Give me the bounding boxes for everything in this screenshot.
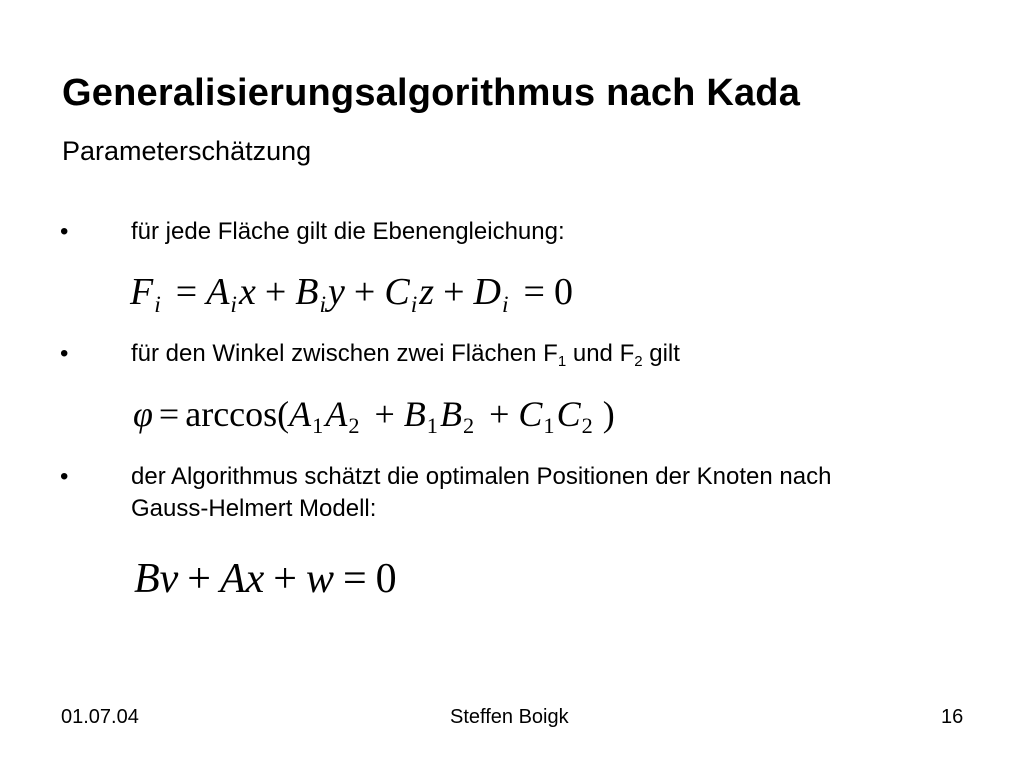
formula-index: i [319,291,327,318]
formula-index: i [501,291,509,318]
formula-symbol: φ [133,394,153,434]
formula-operator: = [158,394,180,434]
formula-operator: + [443,271,465,313]
formula-symbol: B [439,394,462,434]
formula-symbol: Bv [134,556,179,602]
subscript: 1 [557,353,567,370]
formula-operator: + [489,394,510,434]
formula-index: i [410,291,418,318]
formula-index: i [154,291,161,318]
formula-operator: = [523,271,545,313]
formula-symbol: w [305,556,334,602]
formula-index: 1 [543,413,555,439]
bullet-marker: • [60,463,69,490]
slide-title: Generalisierungsalgorithmus nach Kada [62,72,801,114]
gauss-helmert-formula [134,555,397,603]
formula-index: i [230,291,237,318]
formula-function: arccos( [185,394,290,434]
slide-subtitle: Parameterschätzung [62,136,312,166]
bullet-3-text [131,461,831,525]
formula-index: 1 [312,413,324,439]
formula-paren: ) [602,394,615,434]
plane-equation-formula [130,270,573,318]
formula-operator: = [342,556,367,602]
bullet-2-text [131,338,680,370]
bullet-2-text-part: gilt [642,340,680,367]
bullet-1-text: für jede Fläche gilt die Ebenengleichung: [131,218,565,245]
formula-symbol: F [130,271,154,313]
formula-operator: + [187,556,211,602]
formula-symbol: B [403,394,426,434]
formula-symbol: A [289,394,312,434]
formula-zero: 0 [553,271,573,313]
formula-symbol: D [473,271,501,313]
footer-date: 01.07.04 [61,706,139,728]
formula-symbol: A [206,271,230,313]
formula-symbol: z [419,271,435,313]
angle-equation-formula [133,393,615,439]
bullet-marker: • [60,218,69,245]
bullet-marker: • [60,340,69,367]
formula-symbol: C [518,394,543,434]
formula-operator: + [374,394,395,434]
bullet-2-text-part: und F [566,340,635,367]
formula-index: 2 [348,413,360,439]
bullet-3-line: Gauss-Helmert Modell: [131,495,377,522]
formula-symbol: C [556,394,581,434]
formula-operator: = [175,271,198,313]
formula-symbol: B [295,271,319,313]
formula-symbol: y [328,271,345,313]
bullet-3-line: der Algorithmus schätzt die optimalen Positionen der Knoten nach [131,463,832,490]
formula-operator: + [353,271,376,313]
subscript: 2 [634,353,643,370]
formula-operator: + [273,556,297,602]
bullet-2-text-part: für den Winkel zwischen zwei Flächen F [131,340,558,367]
formula-zero: 0 [375,556,397,602]
formula-index: 1 [426,413,438,439]
formula-operator: + [264,271,287,313]
page-number: 16 [941,706,964,728]
footer-author: Steffen Boigk [450,706,569,728]
formula-symbol: Ax [219,556,265,602]
formula-index: 2 [581,413,593,439]
formula-index: 2 [462,413,475,439]
formula-symbol: x [238,271,256,313]
formula-symbol: C [384,271,410,313]
formula-symbol: A [325,394,348,434]
